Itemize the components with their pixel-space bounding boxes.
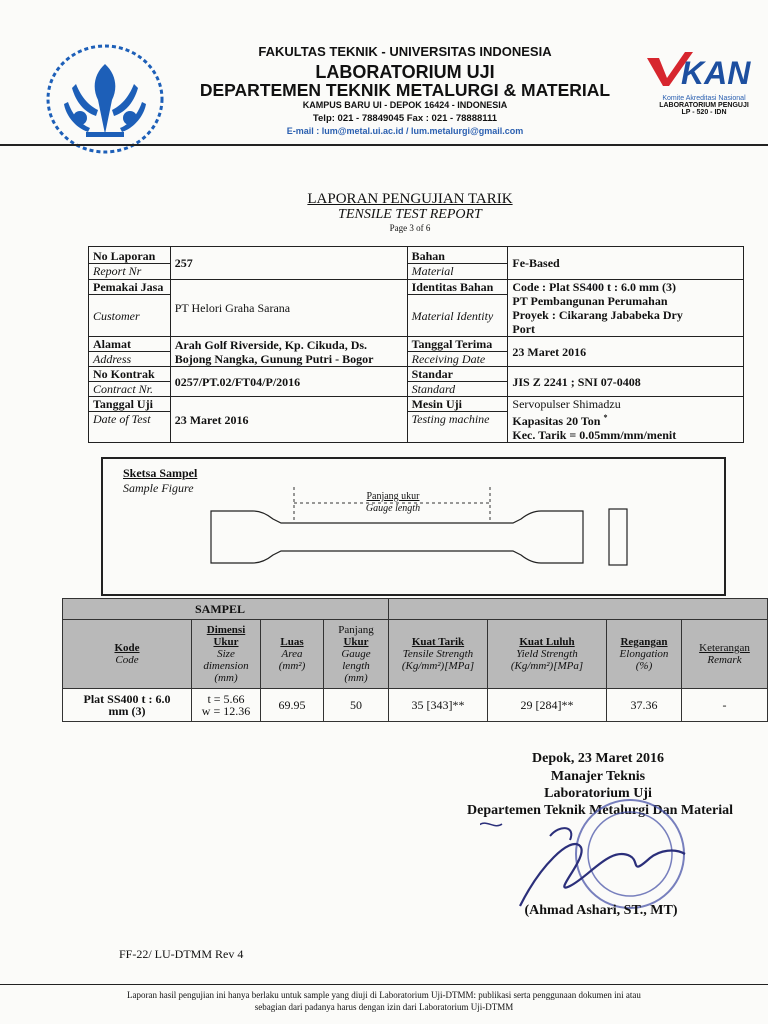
cell-dimensi: t = 5.66 w = 12.36 bbox=[192, 689, 261, 722]
sample-group-header: SAMPEL bbox=[63, 599, 389, 620]
col-luas: Luas Area (mm²) bbox=[261, 620, 324, 689]
sample-title-en: Sample Figure bbox=[123, 481, 194, 495]
label-cell: No Kontrak Contract Nr. bbox=[89, 367, 171, 397]
signature-place-date: Depok, 23 Maret 2016 bbox=[532, 751, 664, 766]
label-cell: Mesin Uji Testing machine bbox=[407, 397, 508, 443]
faculty-name: FAKULTAS TEKNIK - UNIVERSITAS INDONESIA bbox=[258, 44, 552, 59]
signature-lab: Laboratorium Uji bbox=[544, 786, 652, 801]
table-row bbox=[89, 397, 744, 443]
footer-note-2: sebagian dari padanya harus dengan izin dari Laboratorium Uji-DTMM bbox=[254, 1002, 514, 1012]
customer-value: PT Helori Graha Sarana bbox=[170, 280, 407, 337]
signatory-name: (Ahmad Ashari, ST., MT) bbox=[524, 903, 678, 918]
footer-note-1: Laporan hasil pengujian ini hanya berlaku untuk sample yang diuji di Laboratorium Uji-DTMM: publikasi serta penggunaan dokumen ini atau bbox=[127, 990, 641, 1000]
header-blank bbox=[389, 599, 768, 620]
signature-dept: Departemen Teknik Metalurgi Dan Material bbox=[467, 803, 733, 818]
label-cell: No Laporan Report Nr bbox=[89, 247, 171, 280]
label-cell: Tanggal Uji Date of Test bbox=[89, 397, 171, 443]
cell-keterangan: - bbox=[682, 689, 768, 722]
kan-line2: LABORATORIUM PENGUJI bbox=[659, 102, 749, 109]
testing-machine: Servopulser Shimadzu Kapasitas 20 Ton * Kec. Tarik = 0.05mm/mm/menit bbox=[508, 397, 744, 443]
cell-tarik: 35 [343]** bbox=[389, 689, 488, 722]
table-header-row bbox=[63, 599, 768, 620]
label-cell: Tanggal Terima Receiving Date bbox=[407, 337, 508, 367]
cell-luas: 69.95 bbox=[261, 689, 324, 722]
standard-value: JIS Z 2241 ; SNI 07-0408 bbox=[508, 367, 744, 397]
table-row bbox=[63, 689, 768, 722]
phone-fax: Telp: 021 - 78849045 Fax : 021 - 78888111 bbox=[312, 113, 498, 124]
email-line: E-mail : lum@metal.ui.ac.id / lum.metalurgi@gmail.com bbox=[286, 126, 524, 136]
col-tarik: Kuat Tarik Tensile Strength (Kg/mm²)[MPa] bbox=[389, 620, 488, 689]
form-code: FF-22/ LU-DTMM Rev 4 bbox=[119, 947, 244, 961]
report-title: LAPORAN PENGUJIAN TARIK bbox=[307, 191, 513, 207]
col-regangan: Regangan Elongation (%) bbox=[607, 620, 682, 689]
report-number: 257 bbox=[170, 247, 407, 280]
table-row bbox=[89, 280, 744, 337]
kan-line1: Komite Akreditasi Nasional bbox=[662, 95, 746, 102]
sample-title: Sketsa Sampel bbox=[123, 466, 198, 480]
kan-line3: LP - 520 - IDN bbox=[681, 109, 727, 116]
kan-accreditation-logo bbox=[645, 52, 763, 124]
table-header-row bbox=[63, 620, 768, 689]
table-row bbox=[89, 337, 744, 367]
test-date: 23 Maret 2016 bbox=[170, 397, 407, 443]
footer-divider bbox=[0, 984, 768, 985]
results-table bbox=[62, 598, 768, 722]
material-value: Fe-Based bbox=[508, 247, 744, 280]
material-identity: Code : Plat SS400 t : 6.0 mm (3) PT Pembangunan Perumahan Proyek : Cikarang Jababeka Dry Port bbox=[508, 280, 744, 337]
university-logo bbox=[46, 44, 164, 154]
page-number: Page 3 of 6 bbox=[389, 223, 431, 233]
table-row bbox=[89, 247, 744, 280]
signature-role: Manajer Teknis bbox=[550, 769, 646, 784]
gauge-label-en: Gauge length bbox=[365, 503, 421, 514]
label-cell: Identitas Bahan Material Identity bbox=[407, 280, 508, 337]
cell-panjang: 50 bbox=[324, 689, 389, 722]
kan-text: KAN bbox=[681, 55, 751, 90]
col-kode: Kode Code bbox=[63, 620, 192, 689]
cell-regangan: 37.36 bbox=[607, 689, 682, 722]
report-info-table bbox=[88, 246, 744, 443]
campus-address: KAMPUS BARU UI - DEPOK 16424 - INDONESIA bbox=[302, 100, 508, 110]
department-name: DEPARTEMEN TEKNIK METALURGI & MATERIAL bbox=[199, 80, 611, 100]
col-keterangan: Keterangan Remark bbox=[682, 620, 768, 689]
label-cell: Bahan Material bbox=[407, 247, 508, 280]
table-row bbox=[89, 367, 744, 397]
lab-name: LABORATORIUM UJI bbox=[315, 62, 495, 82]
cell-kode: Plat SS400 t : 6.0 mm (3) bbox=[63, 689, 192, 722]
address-value: Arah Golf Riverside, Kp. Cikuda, Ds. Bojong Nangka, Gunung Putri - Bogor bbox=[170, 337, 407, 367]
header-divider bbox=[0, 144, 768, 146]
cell-luluh: 29 [284]** bbox=[488, 689, 607, 722]
col-panjang: Panjang Ukur Gauge length (mm) bbox=[324, 620, 389, 689]
report-subtitle: TENSILE TEST REPORT bbox=[338, 207, 482, 222]
label-cell: Standar Standard bbox=[407, 367, 508, 397]
specimen-drawing bbox=[103, 459, 724, 594]
sample-figure-box bbox=[101, 457, 726, 596]
kan-check-icon bbox=[645, 52, 763, 90]
label-cell: Alamat Address bbox=[89, 337, 171, 367]
col-luluh: Kuat Luluh Yield Strength (Kg/mm²)[MPa] bbox=[488, 620, 607, 689]
contract-number: 0257/PT.02/FT04/P/2016 bbox=[170, 367, 407, 397]
col-dimensi: Dimensi Ukur Size dimension (mm) bbox=[192, 620, 261, 689]
receiving-date: 23 Maret 2016 bbox=[508, 337, 744, 367]
label-cell: Pemakai Jasa Customer bbox=[89, 280, 171, 337]
gauge-label: Panjang ukur bbox=[366, 491, 420, 502]
